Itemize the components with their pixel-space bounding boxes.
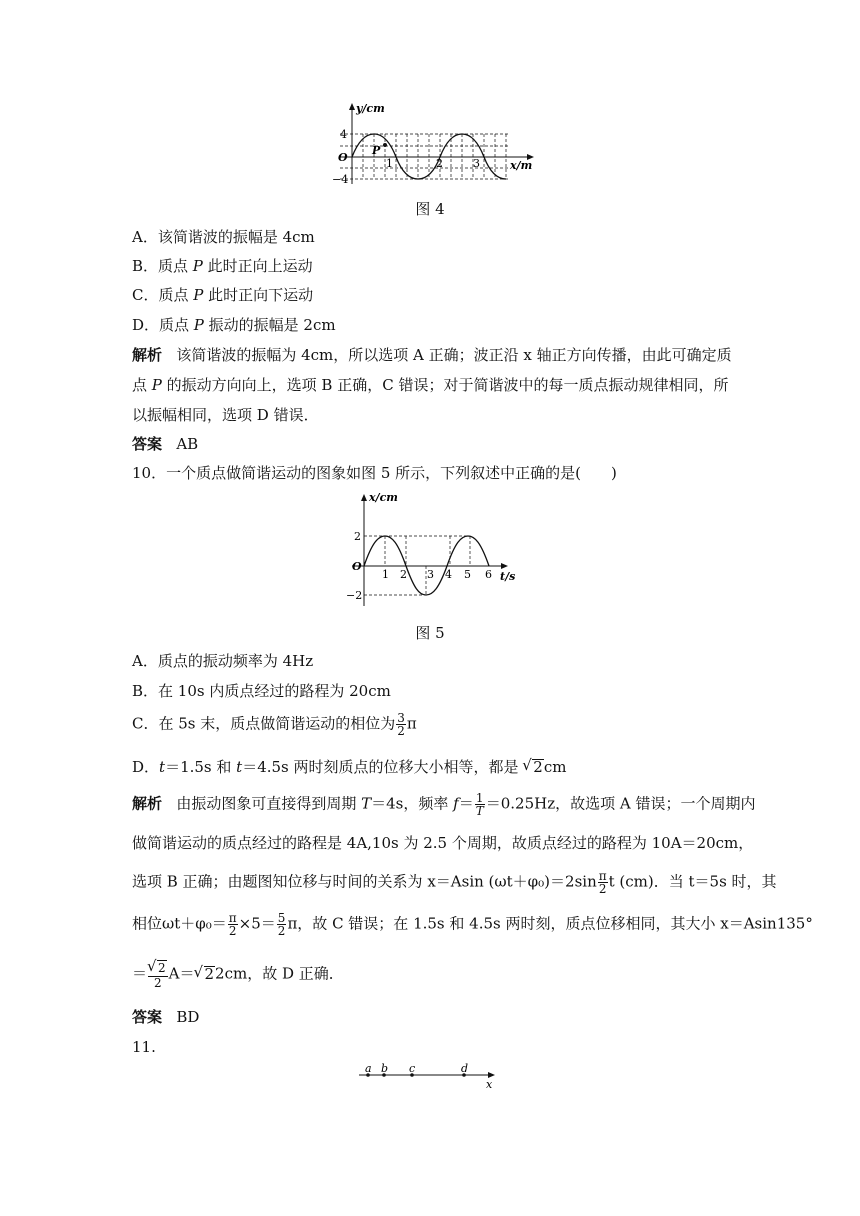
q9-option-b: B．质点 P 此时正向上运动: [132, 257, 313, 275]
figure-5-vibration-graph: [340, 488, 530, 613]
q9-option-c: C．质点 P 此时正向下运动: [132, 286, 314, 304]
q10-stem: 10．一个质点做简谐运动的图象如图 5 所示，下列叙述中正确的是( ): [132, 464, 617, 482]
fraction-pi-2: $\frac{\pi}{2}$: [598, 869, 607, 896]
q10-analysis-line-2: 做简谐运动的质点经过的路程是 4A,10s 为 2.5 个周期，故质点经过的路程为 10A＝20cm，: [132, 834, 754, 852]
point-b-label: b: [381, 1062, 389, 1075]
figure4-point-label: P: [372, 144, 381, 157]
q9-analysis-line-2: 点 P 的振动方向向上，选项 B 正确，C 错误；对于简谐波中的每一质点振动规律相同，所: [132, 376, 729, 394]
q9-answer-value: AB: [176, 435, 199, 453]
figure4-xtick-2: 2: [436, 157, 443, 170]
q10-answer-value: BD: [176, 1008, 200, 1026]
figure5-ytick-neg2: −2: [346, 589, 363, 602]
q10-option-b: B．在 10s 内质点经过的路程为 20cm: [132, 682, 391, 700]
q9-analysis-line-1: 解析 该简谐波的振幅为 4cm，所以选项 A 正确；波正沿 x 轴正方向传播，由此可确定质: [132, 346, 732, 364]
figure5-xtick-2: 2: [400, 568, 407, 581]
axis-x-label: x: [486, 1078, 493, 1090]
q9-option-d: D．质点 P 振动的振幅是 2cm: [132, 316, 336, 334]
figure4-xtick-3: 3: [473, 157, 480, 170]
point-a-label: a: [365, 1062, 372, 1075]
figure5-xtick-3: 3: [427, 568, 434, 581]
q10-option-c: C．在 5s 末，质点做简谐运动的相位为 $\frac{3}{2}$ π: [132, 711, 417, 738]
figure4-xlabel: x/m: [510, 159, 533, 172]
point-p-marker: [383, 143, 387, 147]
q9-analysis-label: 解析: [132, 346, 163, 364]
figure5-xtick-5: 5: [464, 568, 471, 581]
figure4-origin: O: [338, 151, 348, 164]
q10-option-d: D．t＝1.5s 和 t＝4.5s 两时刻质点的位移大小相等，都是 √ 2cm: [132, 756, 566, 778]
q9-option-a: A．该简谐波的振幅是 4cm: [132, 228, 315, 246]
figure-5-caption: 图 5: [415, 624, 445, 642]
q10-analysis-line-1: 解析 由振动图象可直接得到周期 T＝4s，频率 f＝ $\frac{1}{T}$ ＝0.25Hz，故选项 A 错误；一个周期内: [132, 791, 756, 818]
figure-4-wave-graph: [330, 100, 540, 190]
q11-point-axis: [355, 1060, 505, 1090]
q11-number: 11.: [132, 1038, 156, 1056]
figure5-xtick-6: 6: [485, 568, 492, 581]
sqrt-2: √ 2: [532, 759, 544, 775]
q10-analysis-line-4: 相位ωt＋φ₀＝ $\frac{\pi}{2}$ ×5＝ $\frac{5}{2}$ π，故 C 错误；在 1.5s 和 4.5s 两时刻，质点位移相同，其大小 x＝Asin135°: [132, 911, 813, 938]
q10-answer-label: 答案: [132, 1008, 163, 1026]
figure4-ylabel: y/cm: [356, 102, 385, 115]
q10-analysis-line-5: ＝ √ $\frac{2}{2}$ A＝√ 22cm，故 D 正确．: [132, 960, 344, 989]
point-d-label: d: [461, 1062, 469, 1075]
figure5-xtick-4: 4: [445, 568, 452, 581]
figure5-xlabel: t/s: [500, 570, 516, 583]
q9-answer: [132, 433, 198, 455]
figure5-origin: O: [352, 560, 362, 573]
figure4-xtick-1: 1: [386, 157, 393, 170]
figure4-ytick-4: 4: [340, 128, 347, 141]
fraction-1-T: $\frac{1}{T}$: [475, 791, 484, 818]
figure5-xtick-1: 1: [382, 568, 389, 581]
figure5-ytick-2: 2: [354, 530, 361, 543]
figure4-ytick-neg4: −4: [332, 173, 349, 186]
q10-analysis-label: 解析: [132, 794, 163, 813]
q9-analysis-line-3: 以振幅相同，选项 D 错误．: [132, 406, 319, 424]
point-c-label: c: [409, 1062, 416, 1075]
q10-option-a: A．质点的振动频率为 4Hz: [132, 652, 314, 670]
figure-4-caption: 图 4: [415, 200, 445, 218]
figure5-ylabel: x/cm: [369, 491, 398, 504]
fraction-3-2: $\frac{3}{2}$: [397, 711, 405, 738]
q10-answer: [132, 1006, 199, 1028]
q9-answer-label: 答案: [132, 435, 163, 453]
q10-analysis-line-3: 选项 B 正确；由题图知位移与时间的关系为 x＝Asin (ωt＋φ₀)＝2sin $\frac{\pi}{2}$ t (cm)．当 t＝5s 时，其: [132, 869, 777, 896]
